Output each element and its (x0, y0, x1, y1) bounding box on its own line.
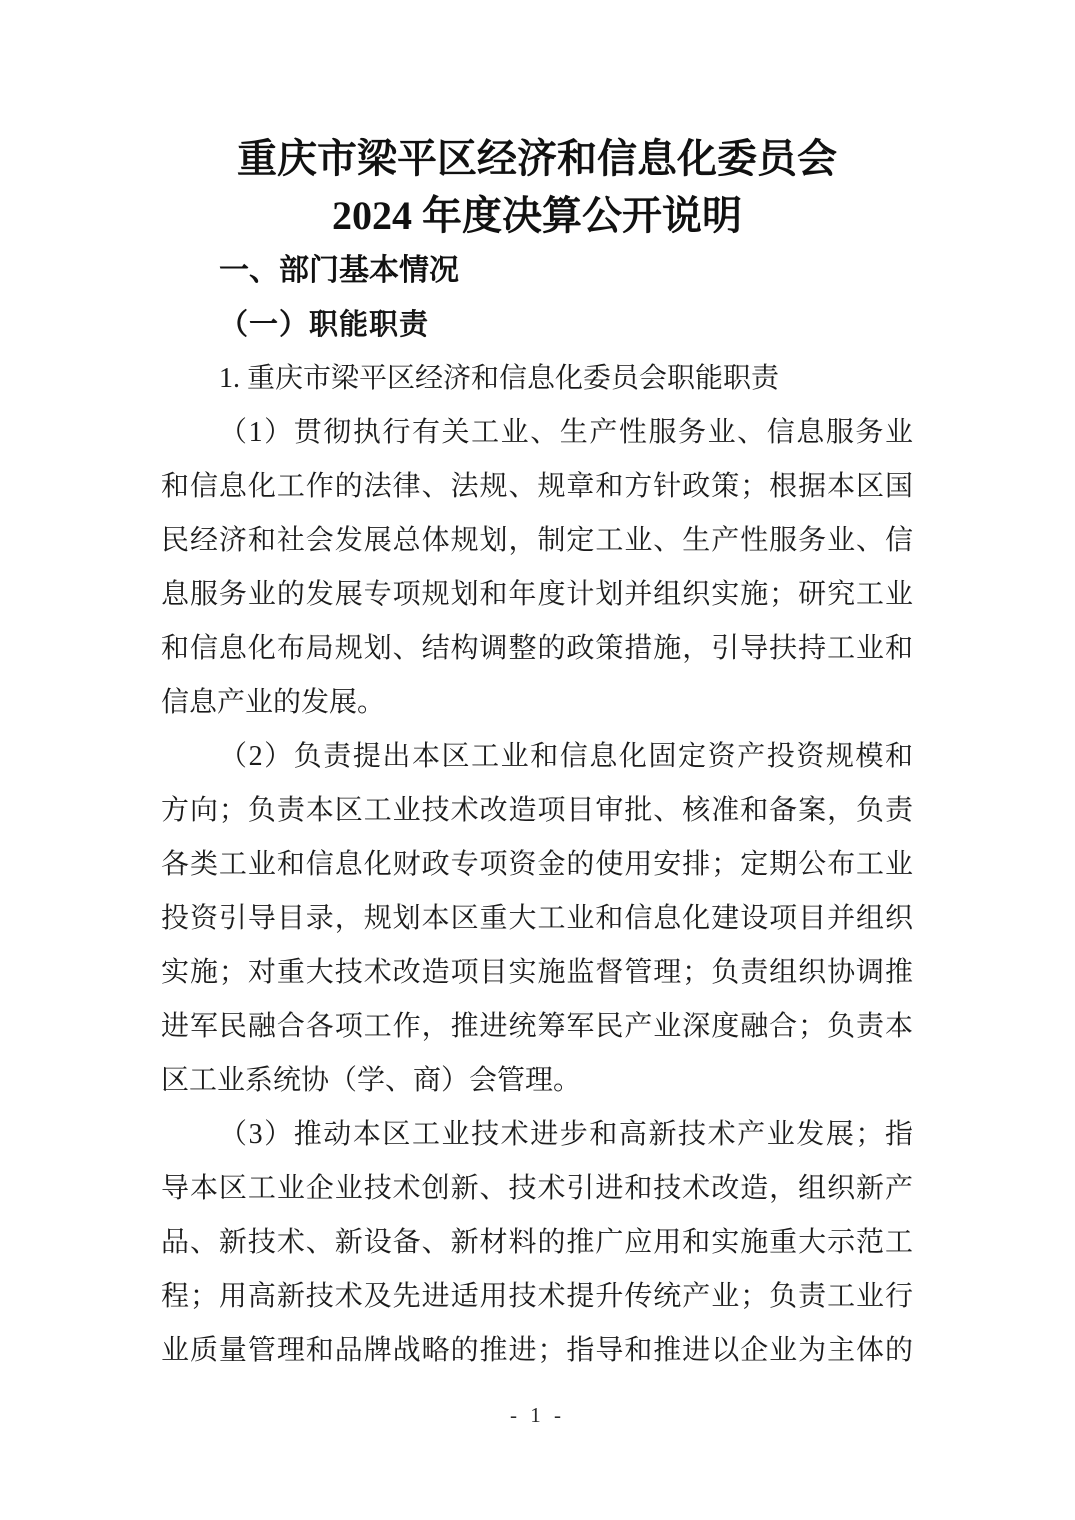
body-line: 实施；对重大技术改造项目实施监督管理；负责组织协调推 (161, 957, 913, 988)
body-line: 进军民融合各项工作，推进统筹军民产业深度融合；负责本 (161, 1011, 913, 1042)
body-line: 和信息化工作的法律、法规、规章和方针政策；根据本区国 (161, 471, 913, 502)
paragraph-duty-2 (161, 730, 913, 1108)
body-line: 程；用高新技术及先进适用技术提升传统产业；负责工业行 (161, 1281, 913, 1312)
body-line: 导本区工业企业技术创新、技术引进和技术改造，组织新产 (161, 1173, 913, 1204)
paragraph-duty-1 (161, 406, 913, 730)
document-title-line1: 重庆市梁平区经济和信息化委员会 (237, 136, 837, 181)
body-line: 品、新技术、新设备、新材料的推广应用和实施重大示范工 (161, 1227, 913, 1258)
body-line: 民经济和社会发展总体规划，制定工业、生产性服务业、信 (161, 525, 913, 556)
document-body (161, 352, 913, 1378)
body-line: （2）负责提出本区工业和信息化固定资产投资规模和 (219, 741, 913, 772)
body-line: 区工业系统协（学、商）会管理。 (161, 1065, 582, 1096)
body-line: 1. 重庆市梁平区经济和信息化委员会职能职责 (219, 363, 780, 394)
body-line: 息服务业的发展专项规划和年度计划并组织实施；研究工业 (161, 579, 913, 610)
subsection-heading-duties: （一）职能职责 (219, 309, 430, 341)
body-line: 业质量管理和品牌战略的推进；指导和推进以企业为主体的 (161, 1335, 913, 1366)
body-line: 方向；负责本区工业技术改造项目审批、核准和备案，负责 (161, 795, 913, 826)
paragraph-duty-3 (161, 1108, 913, 1378)
body-line: 和信息化布局规划、结构调整的政策措施，引导扶持工业和 (161, 633, 913, 664)
body-line: 信息产业的发展。 (161, 687, 386, 718)
body-line: 各类工业和信息化财政专项资金的使用安排；定期公布工业 (161, 849, 913, 880)
paragraph-duties-intro (161, 352, 913, 406)
page-number: - 1 - (510, 1403, 565, 1427)
body-line: （3）推动本区工业技术进步和高新技术产业发展；指 (219, 1119, 913, 1150)
page-footer (0, 1400, 1075, 1430)
section-heading-basic-info: 一、部门基本情况 (219, 254, 459, 287)
document-title-line2: 2024 年度决算公开说明 (332, 193, 742, 238)
body-line: （1）贯彻执行有关工业、生产性服务业、信息服务业 (219, 417, 913, 448)
document-title (161, 130, 913, 244)
body-line: 投资引导目录，规划本区重大工业和信息化建设项目并组织 (161, 903, 913, 934)
